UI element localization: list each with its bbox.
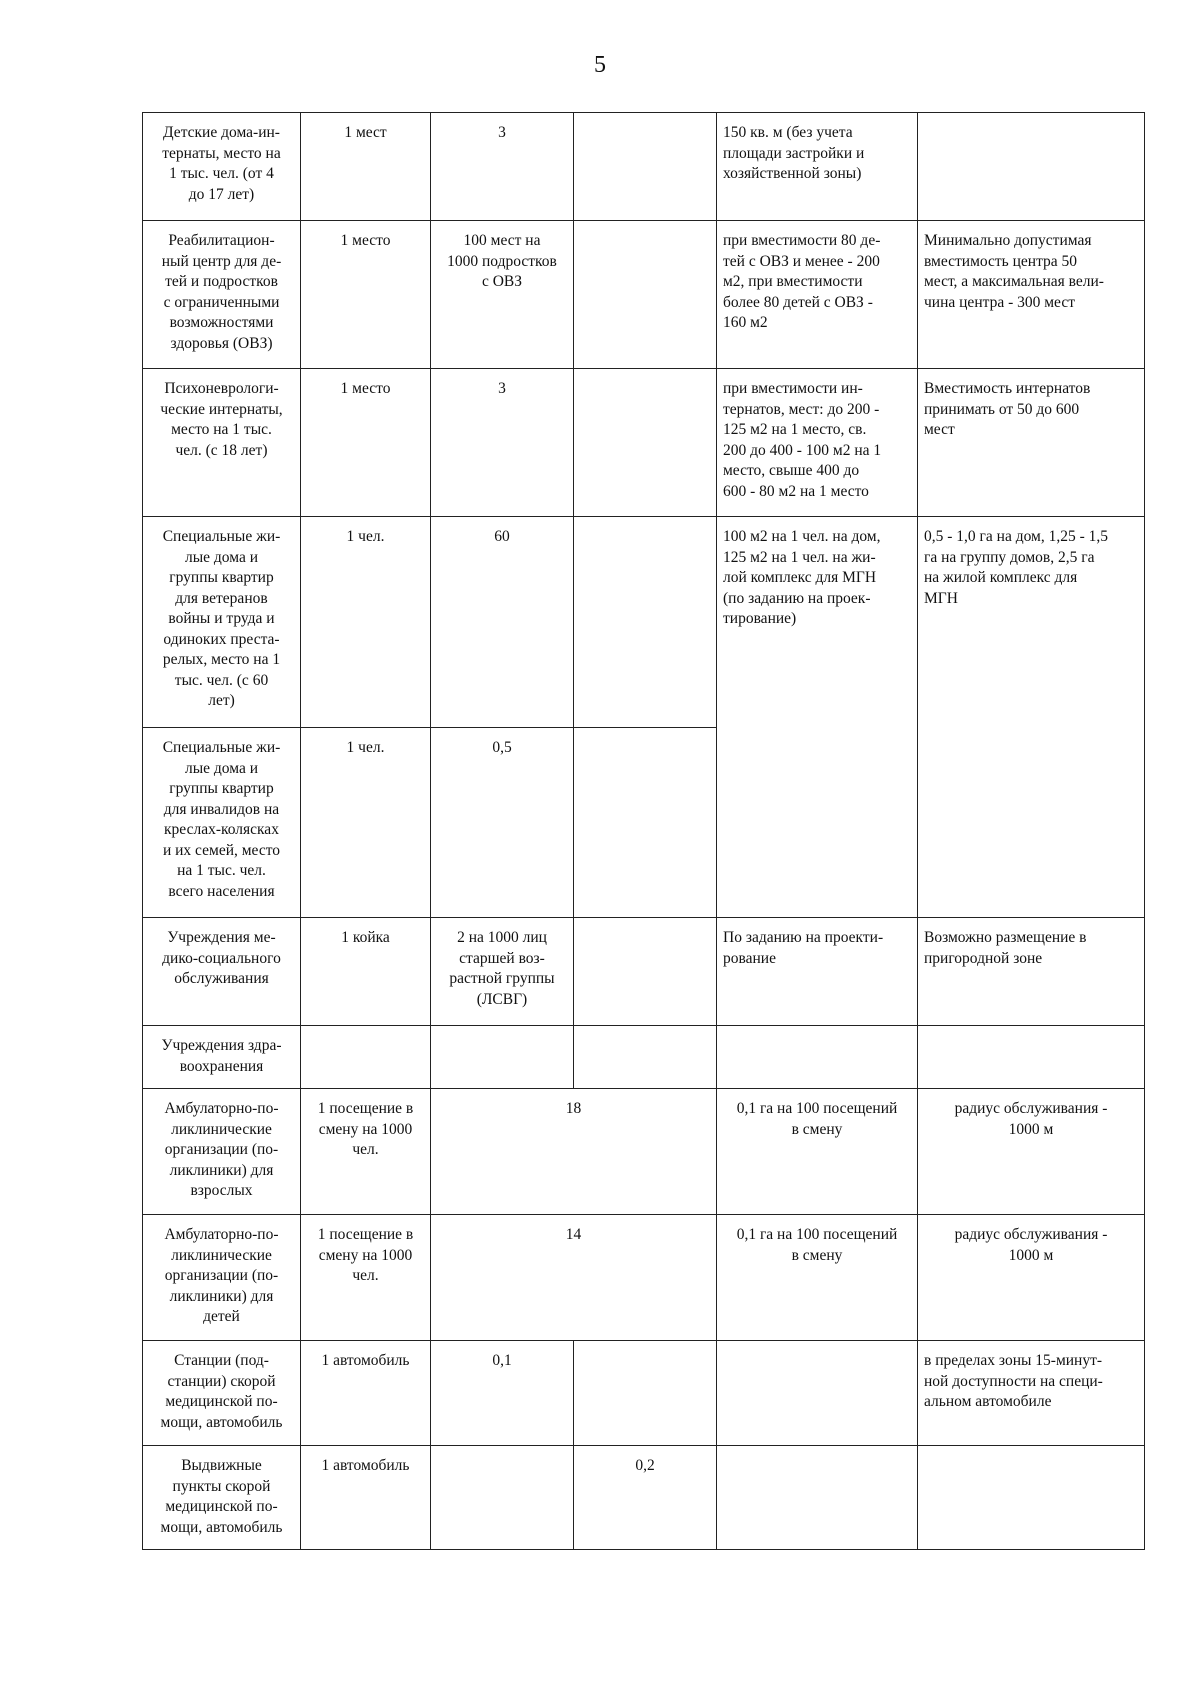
note-cell: радиус обслуживания - 1000 м <box>918 1215 1145 1341</box>
unit-cell: 1 мест <box>301 113 431 221</box>
norm-value-cell: 2 на 1000 лиц старшей воз- растной группы (ЛСВГ) <box>431 918 574 1026</box>
facility-name-cell: Станции (под- станции) скорой медицинской по- мощи, автомобиль <box>143 1341 301 1446</box>
unit-cell: 1 посещение в смену на 1000 чел. <box>301 1215 431 1341</box>
norms-table <box>142 112 1145 1550</box>
unit-cell <box>301 1026 431 1089</box>
area-cell <box>717 1446 918 1550</box>
unit-cell: 1 автомобиль <box>301 1446 431 1550</box>
note-cell: в пределах зоны 15-минут- ной доступности на специ- альном автомобиле <box>918 1341 1145 1446</box>
note-cell: 0,5 - 1,0 га на дом, 1,25 - 1,5 га на группу домов, 2,5 га на жилой комплекс для МГН <box>918 517 1145 918</box>
unit-cell: 1 чел. <box>301 728 431 918</box>
table-row <box>143 113 1145 221</box>
note-cell <box>918 113 1145 221</box>
area-cell <box>717 1026 918 1089</box>
facility-name-cell: Реабилитацион- ный центр для де- тей и подростков с ограниченными возможностями здоровья (ОВЗ) <box>143 221 301 369</box>
table-row <box>143 1341 1145 1446</box>
unit-cell: 1 посещение в смену на 1000 чел. <box>301 1089 431 1215</box>
norm-value-cell-b: 0,2 <box>574 1446 717 1550</box>
area-cell: 0,1 га на 100 посещений в смену <box>717 1215 918 1341</box>
unit-cell: 1 место <box>301 221 431 369</box>
note-cell: радиус обслуживания - 1000 м <box>918 1089 1145 1215</box>
page-number: 5 <box>594 52 606 78</box>
norm-value-cell-b <box>574 1341 717 1446</box>
facility-name-cell: Детские дома-ин- тернаты, место на 1 тыс. чел. (от 4 до 17 лет) <box>143 113 301 221</box>
table-row <box>143 517 1145 728</box>
norm-value-cell <box>431 1026 574 1089</box>
note-cell: Вместимость интернатов принимать от 50 до 600 мест <box>918 369 1145 517</box>
facility-name-cell: Амбулаторно-по- ликлинические организации (по- ликлиники) для взрослых <box>143 1089 301 1215</box>
unit-cell: 1 чел. <box>301 517 431 728</box>
note-cell: Минимально допустимая вместимость центра 50 мест, а максимальная вели- чина центра - 300 мест <box>918 221 1145 369</box>
note-cell: Возможно размещение в пригородной зоне <box>918 918 1145 1026</box>
norm-value-cell-b <box>574 918 717 1026</box>
area-cell: 150 кв. м (без учета площади застройки и хозяйственной зоны) <box>717 113 918 221</box>
norm-value-cell-b <box>574 1026 717 1089</box>
norm-value-cell: 0,5 <box>431 728 574 918</box>
norm-value-cell: 3 <box>431 369 574 517</box>
facility-name-cell: Учреждения ме- дико-социального обслуживания <box>143 918 301 1026</box>
table-row <box>143 221 1145 369</box>
section-heading-cell: Учреждения здра- воохранения <box>143 1026 301 1089</box>
facility-name-cell: Специальные жи- лые дома и группы квартир для ветеранов войны и труда и одиноких преста- релых, место на 1 тыс. чел. (с 60 лет) <box>143 517 301 728</box>
norm-value-cell-b <box>574 221 717 369</box>
table-row <box>143 918 1145 1026</box>
note-cell <box>918 1026 1145 1089</box>
norm-value-merged-cell: 14 <box>431 1215 717 1341</box>
area-cell: при вместимости ин- тернатов, мест: до 200 - 125 м2 на 1 место, св. 200 до 400 - 100 м2 на 1 место, свыше 400 до 600 - 80 м2 на 1 место <box>717 369 918 517</box>
facility-name-cell: Специальные жи- лые дома и группы квартир для инвалидов на креслах-колясках и их семей, место на 1 тыс. чел. всего населения <box>143 728 301 918</box>
table-row <box>143 1089 1145 1215</box>
norm-value-cell-b <box>574 113 717 221</box>
area-cell: По заданию на проекти- рование <box>717 918 918 1026</box>
norm-value-cell: 100 мест на 1000 подростков с ОВЗ <box>431 221 574 369</box>
note-cell <box>918 1446 1145 1550</box>
table-row <box>143 1215 1145 1341</box>
facility-name-cell: Амбулаторно-по- ликлинические организации (по- ликлиники) для детей <box>143 1215 301 1341</box>
norm-value-cell: 3 <box>431 113 574 221</box>
norm-value-cell: 60 <box>431 517 574 728</box>
table-row <box>143 369 1145 517</box>
norm-value-cell <box>431 1446 574 1550</box>
unit-cell: 1 место <box>301 369 431 517</box>
unit-cell: 1 койка <box>301 918 431 1026</box>
table-row <box>143 1026 1145 1089</box>
area-cell: при вместимости 80 де- тей с ОВЗ и менее - 200 м2, при вместимости более 80 детей с ОВЗ - 160 м2 <box>717 221 918 369</box>
norm-value-cell: 0,1 <box>431 1341 574 1446</box>
facility-name-cell: Выдвижные пункты скорой медицинской по- мощи, автомобиль <box>143 1446 301 1550</box>
norm-value-cell-b <box>574 728 717 918</box>
unit-cell: 1 автомобиль <box>301 1341 431 1446</box>
table-row <box>143 1446 1145 1550</box>
norm-value-cell-b <box>574 369 717 517</box>
area-cell: 0,1 га на 100 посещений в смену <box>717 1089 918 1215</box>
norm-value-cell-b <box>574 517 717 728</box>
facility-name-cell: Психоневрологи- ческие интернаты, место на 1 тыс. чел. (с 18 лет) <box>143 369 301 517</box>
area-cell: 100 м2 на 1 чел. на дом, 125 м2 на 1 чел. на жи- лой комплекс для МГН (по заданию на проек- тирование) <box>717 517 918 918</box>
area-cell <box>717 1341 918 1446</box>
norm-value-merged-cell: 18 <box>431 1089 717 1215</box>
